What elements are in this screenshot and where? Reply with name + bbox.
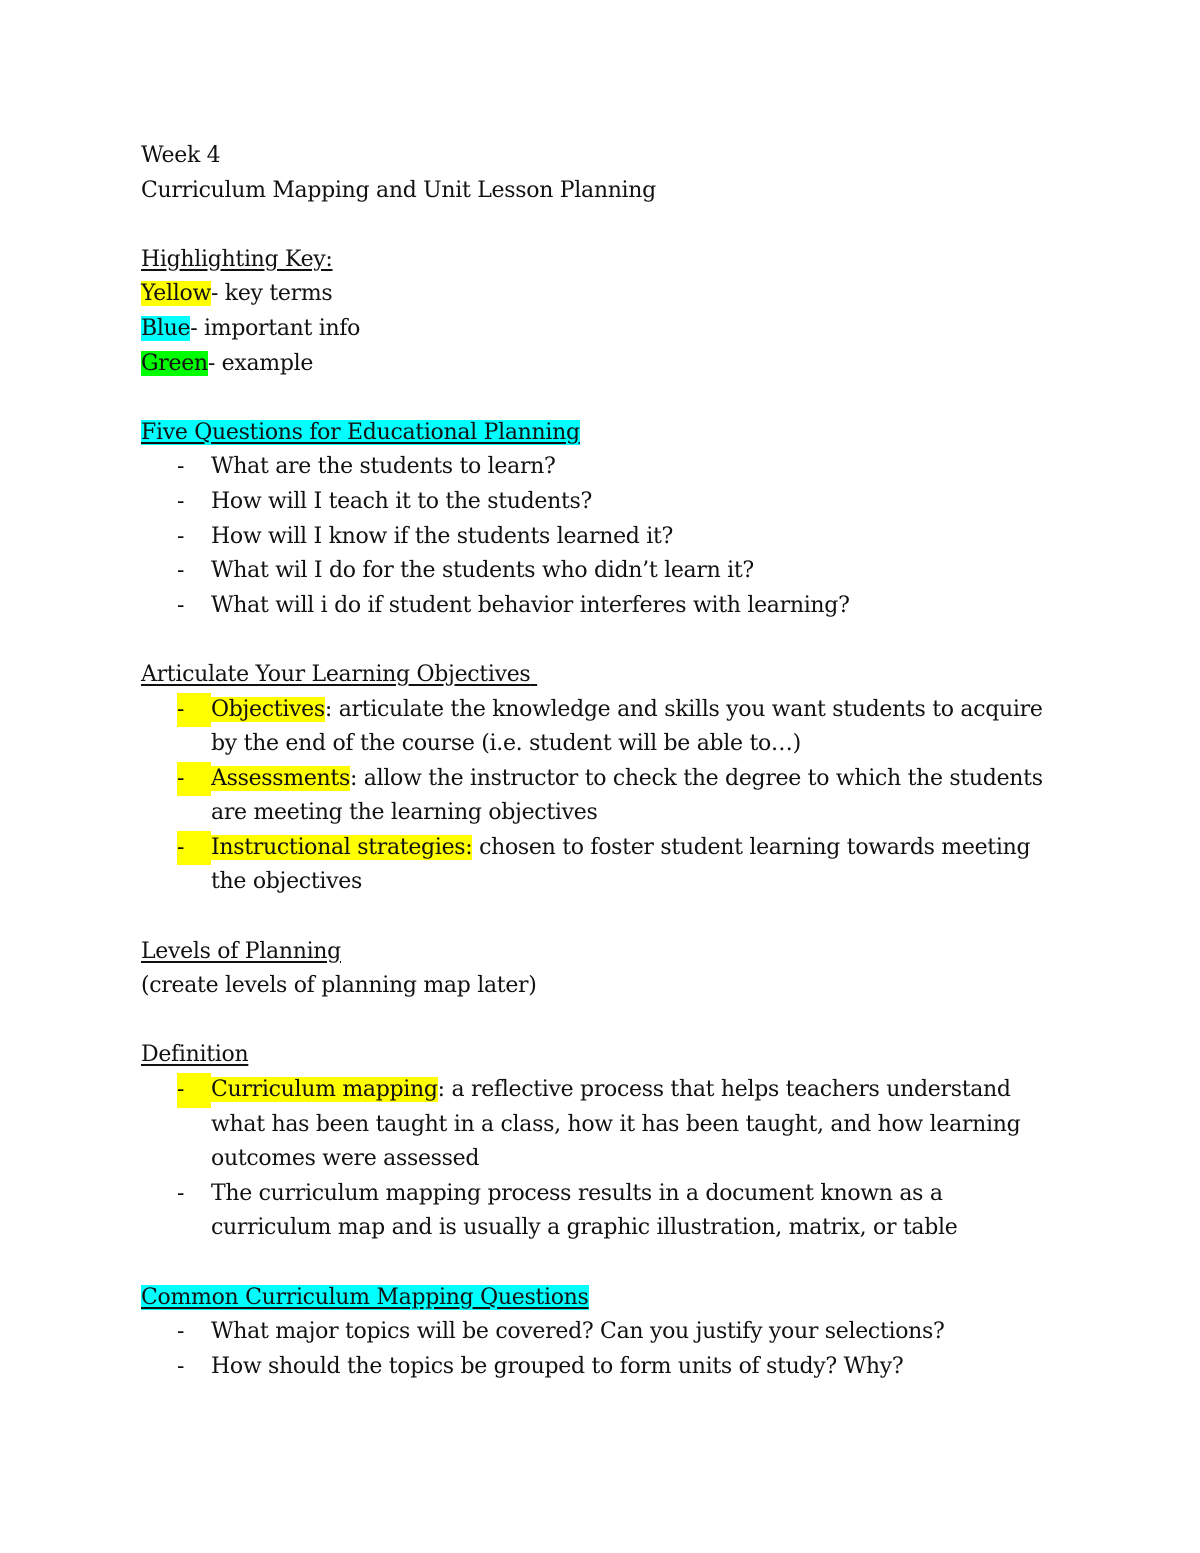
dash-bullet: -: [177, 693, 211, 728]
key-item-green: [141, 347, 1071, 382]
dash-bullet: -: [177, 592, 185, 618]
dash-bullet: -: [177, 1319, 185, 1345]
dash-bullet: -: [177, 1073, 211, 1108]
assessments-term: Assessments: [211, 765, 350, 791]
curriculum-mapping-term: Curriculum mapping: [211, 1077, 438, 1103]
list-item: [141, 589, 1071, 624]
objectives-term: Objectives: [211, 696, 325, 722]
list-item: - Curriculum mapping: a reflective process that helps teachers understand what has been taught in a class, how it has been taught, and how learning outcomes were assessed: [141, 1073, 1071, 1177]
spacer: [141, 900, 1071, 935]
key-term-green: Green: [141, 350, 208, 376]
dash-bullet: -: [177, 831, 211, 866]
key-term-yellow: Yellow: [141, 281, 211, 307]
key-desc-blue: - important info: [190, 315, 361, 341]
document-body: [141, 139, 1071, 1384]
key-desc-yellow: - key terms: [210, 281, 333, 307]
five-questions-list: [141, 450, 1071, 623]
list-item-text: How will I teach it to the students?: [211, 488, 593, 514]
list-item-text: How should the topics be grouped to form units of study? Why?: [211, 1353, 904, 1379]
levels-heading-text: Levels of Planning: [141, 938, 341, 964]
dash-bullet: -: [177, 454, 185, 480]
list-item: [141, 1177, 1071, 1246]
list-item: - Objectives: articulate the knowledge and skills you want students to acquire by the end of the course (i.e. student will be able to…): [141, 693, 1071, 762]
list-item-continuation: outcomes were assessed: [211, 1146, 480, 1172]
list-item-text: What wil I do for the students who didn’t learn it?: [211, 558, 754, 584]
dash-bullet: -: [177, 1180, 185, 1206]
spacer: [141, 1004, 1071, 1039]
five-questions-heading: [141, 416, 1071, 451]
dash-bullet: -: [177, 762, 211, 797]
spacer: [141, 208, 1071, 243]
levels-note: (create levels of planning map later): [141, 973, 537, 999]
instructional-strategies-term: Instructional strategies:: [211, 834, 473, 860]
spacer: [141, 623, 1071, 658]
list-item: [141, 520, 1071, 555]
dash-bullet: -: [177, 488, 185, 514]
key-term-blue: Blue: [141, 315, 191, 341]
list-item: [141, 1315, 1071, 1350]
key-desc-green: - example: [207, 350, 314, 376]
list-item-continuation: curriculum map and is usually a graphic illustration, matrix, or table: [211, 1215, 958, 1241]
objectives-heading: [141, 658, 1071, 693]
list-item: [141, 554, 1071, 589]
definition-list: [141, 1073, 1071, 1246]
key-heading: [141, 243, 1071, 278]
list-item-continuation: the objectives: [211, 869, 362, 895]
objectives-heading-text: Articulate Your Learning Objectives: [141, 661, 531, 687]
list-item-continuation: by the end of the course (i.e. student will be able to…): [211, 731, 801, 757]
document-title: Curriculum Mapping and Unit Lesson Planning: [141, 177, 656, 203]
levels-heading: [141, 935, 1071, 970]
list-item-text: What will i do if student behavior interferes with learning?: [211, 592, 850, 618]
definition-heading: [141, 1038, 1071, 1073]
definition-heading-text: Definition: [141, 1042, 249, 1068]
spacer: [141, 1246, 1071, 1281]
key-heading-text: Highlighting Key:: [141, 246, 333, 272]
common-heading-text: Common Curriculum Mapping Questions: [141, 1284, 589, 1310]
list-item-text: How will I know if the students learned it?: [211, 523, 674, 549]
list-item: [141, 450, 1071, 485]
list-item: [141, 485, 1071, 520]
list-item-text: What major topics will be covered? Can you justify your selections?: [211, 1319, 945, 1345]
dash-bullet: -: [177, 523, 185, 549]
list-item: - Assessments: allow the instructor to check the degree to which the students are meeting the learning objectives: [141, 762, 1071, 831]
dash-bullet: -: [177, 1353, 185, 1379]
list-item: - Instructional strategies: chosen to foster student learning towards meeting the objectives: [141, 831, 1071, 900]
objectives-list: [141, 693, 1071, 901]
common-questions-list: [141, 1315, 1071, 1384]
five-questions-heading-text: Five Questions for Educational Planning: [141, 419, 580, 445]
dash-bullet: -: [177, 558, 185, 584]
key-item-yellow: [141, 277, 1071, 312]
key-item-blue: [141, 312, 1071, 347]
spacer: [141, 381, 1071, 416]
list-item-text: What are the students to learn?: [211, 454, 556, 480]
list-item-continuation: what has been taught in a class, how it has been taught, and how learning: [211, 1111, 1021, 1137]
week-label: Week 4: [141, 143, 221, 168]
common-heading: [141, 1281, 1071, 1316]
list-item-continuation: are meeting the learning objectives: [211, 800, 598, 826]
list-item: [141, 1350, 1071, 1385]
list-item-text: The curriculum mapping process results in a document known as a: [211, 1180, 943, 1206]
